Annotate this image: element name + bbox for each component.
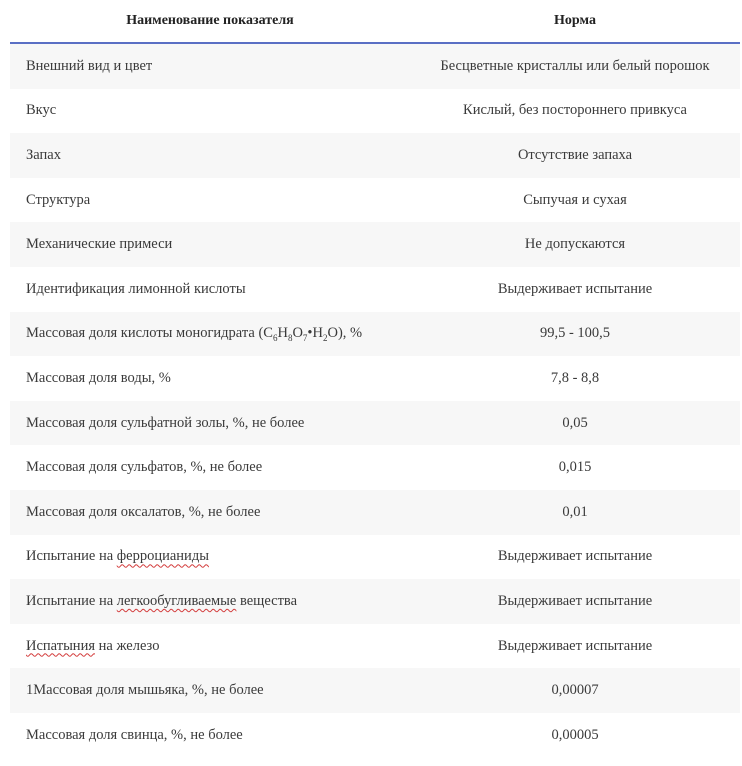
- formula-text: O: [292, 325, 303, 342]
- formula-subscript: 8: [287, 333, 293, 344]
- table-row: [10, 579, 740, 624]
- table-header: [10, 0, 740, 44]
- row-value: Выдерживает испытание: [497, 280, 653, 297]
- table-row: [10, 222, 740, 267]
- spellcheck-flagged-word[interactable]: легкообугливаемые: [116, 592, 237, 609]
- row-name: Вкус: [26, 102, 57, 119]
- row-name-formula: [10, 325, 410, 342]
- formula-text: H: [277, 325, 288, 342]
- row-name-text: Испытание на: [26, 592, 117, 609]
- row-value: 0,00005: [551, 726, 599, 743]
- table-row: [10, 713, 740, 758]
- row-name: Массовая доля оксалатов, %, не более: [26, 503, 261, 520]
- table-row: [10, 178, 740, 223]
- row-name: Массовая доля свинца, %, не более: [26, 726, 243, 743]
- row-name-text: вещества: [236, 592, 298, 609]
- row-name: Массовая доля сульфатов, %, не более: [26, 459, 263, 476]
- row-value: 0,05: [562, 414, 588, 431]
- row-value: 0,015: [558, 459, 592, 476]
- row-value: Не допускаются: [524, 236, 626, 253]
- formula-subscript: 6: [272, 333, 278, 344]
- row-name: Массовая доля воды, %: [26, 369, 171, 386]
- row-value: Выдерживает испытание: [497, 592, 653, 609]
- table-row: [10, 312, 740, 357]
- row-name: Механические примеси: [26, 236, 173, 253]
- row-name: Внешний вид и цвет: [26, 57, 153, 74]
- row-name: [10, 593, 410, 610]
- spellcheck-flagged-word[interactable]: ферроцианиды: [116, 548, 209, 565]
- row-name: Массовая доля сульфатной золы, %, не более: [26, 414, 305, 431]
- row-value: 0,00007: [551, 682, 599, 699]
- table-row: [10, 445, 740, 490]
- table-row: [10, 356, 740, 401]
- row-name-text: Испытание на: [26, 548, 117, 565]
- row-name: [10, 548, 410, 565]
- table-row: [10, 535, 740, 580]
- formula-text-before: Массовая доля кислоты моногидрата (C: [26, 325, 273, 342]
- formula-text-after: O), %: [327, 325, 363, 342]
- table-row: [10, 624, 740, 669]
- formula-subscript: 7: [302, 333, 308, 344]
- row-name: Идентификация лимонной кислоты: [26, 280, 246, 297]
- table-row: [10, 133, 740, 178]
- row-name: [10, 638, 410, 655]
- row-name: Запах: [26, 146, 61, 163]
- table-row: [10, 401, 740, 446]
- table-row: [10, 490, 740, 535]
- row-value: 0,01: [562, 503, 588, 520]
- row-name-text: на железо: [95, 637, 160, 654]
- row-value: 7,8 - 8,8: [550, 369, 600, 386]
- row-value: Выдерживает испытание: [497, 548, 653, 565]
- table-row: [10, 44, 740, 89]
- formula-text: •H: [307, 325, 323, 342]
- table-row: [10, 267, 740, 312]
- header-norm: Норма: [554, 13, 596, 28]
- spellcheck-flagged-word[interactable]: Испатыния: [26, 637, 95, 654]
- row-value: 99,5 - 100,5: [539, 325, 611, 342]
- table-row: [10, 668, 740, 713]
- row-name: Структура: [26, 191, 91, 208]
- header-indicator-name: Наименование показателя: [126, 13, 294, 28]
- table-row: [10, 89, 740, 134]
- row-name: 1Массовая доля мышьяка, %, не более: [26, 682, 264, 699]
- row-value: Сыпучая и сухая: [523, 191, 627, 208]
- row-value: Выдерживает испытание: [497, 637, 653, 654]
- row-value: Бесцветные кристаллы или белый порошок: [440, 57, 710, 74]
- formula-subscript: 2: [322, 333, 328, 344]
- row-value: Кислый, без постороннего привкуса: [463, 102, 687, 119]
- row-value: Отсутствие запаха: [517, 146, 633, 163]
- indicators-table: [10, 0, 740, 758]
